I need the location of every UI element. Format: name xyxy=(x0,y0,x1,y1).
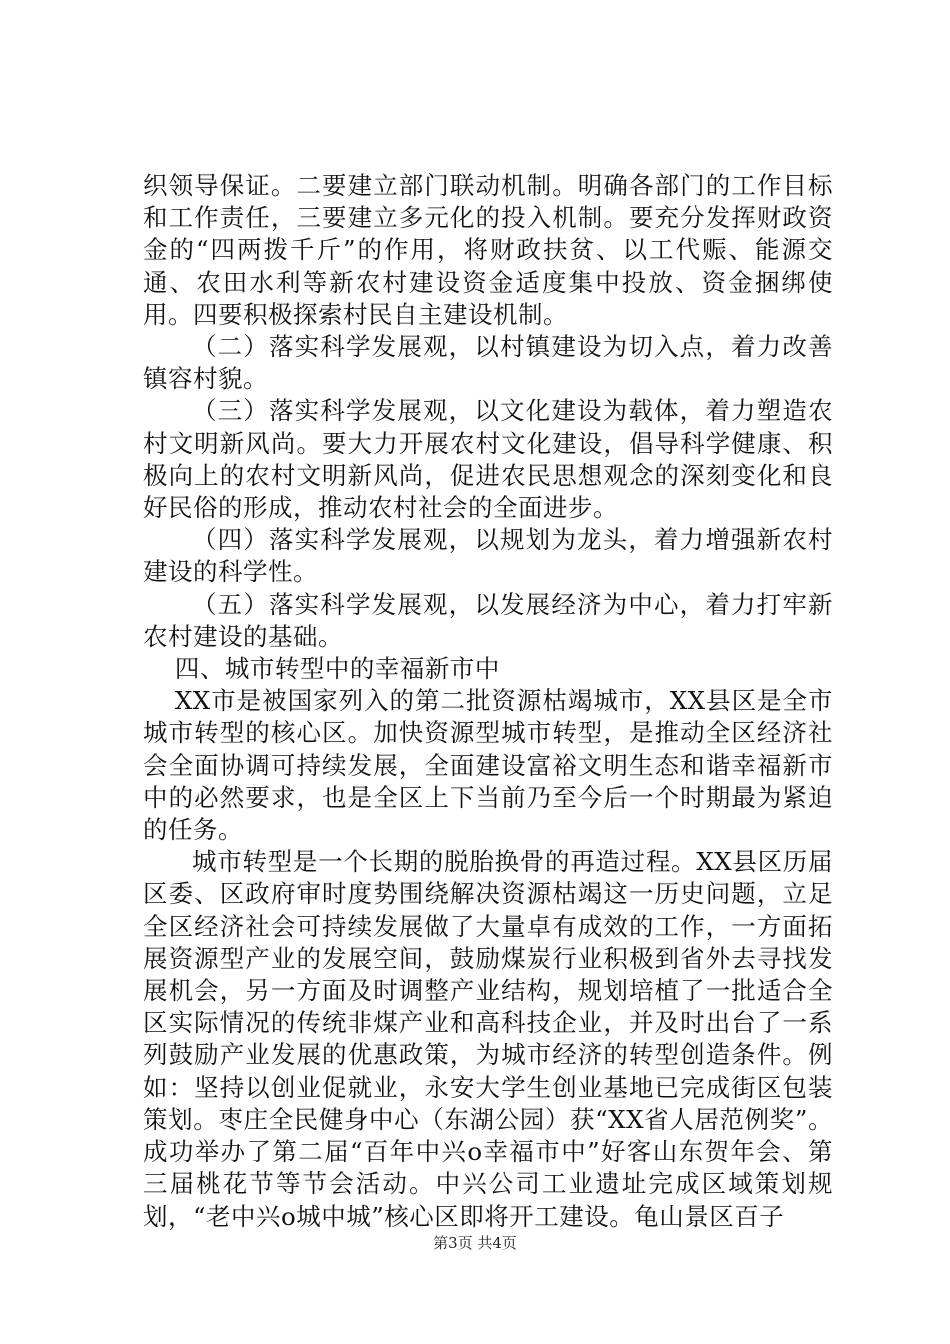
page-number-footer: 第3页 共4页 xyxy=(433,1234,517,1252)
paragraph-item-2: （二）落实科学发展观，以村镇建设为切入点，着力改善镇容村貌。 xyxy=(143,332,833,394)
document-body xyxy=(143,170,833,1233)
paragraph-item-5: （五）落实科学发展观，以发展经济为中心，着力打牢新农村建设的基础。 xyxy=(143,589,833,651)
paragraph-item-4: （四）落实科学发展观，以规划为龙头，着力增强新农村建设的科学性。 xyxy=(143,525,833,587)
paragraph-city-intro: XX市是被国家列入的第二批资源枯竭城市，XX县区是全市城市转型的核心区。加快资源型城市转型，是推动全区经济社会全面协调可持续发展，全面建设富裕文明生态和谐幸福新市中的必然要求，也是全区上下当前乃至今后一个时期最为紧迫的任务。 xyxy=(143,686,833,845)
section-heading: 四、城市转型中的幸福新市中 xyxy=(174,654,500,684)
paragraph-city-transformation: 城市转型是一个长期的脱胎换骨的再造过程。XX县区历届区委、区政府审时度势围绕解决资源枯竭这一历史问题，立足全区经济社会可持续发展做了大量卓有成效的工作，一方面拓展资源型产业的发展空间，鼓励煤炭行业积极到省外去寻找发展机会，另一方面及时调整产业结构，规划培植了一批适合全区实际情况的传统非煤产业和高科技企业，并及时出台了一系列鼓励产业发展的优惠政策，为城市经济的转型创造条件。例如：坚持以创业促就业，永安大学生创业基地已完成街区包装策划。枣庄全民健身中心（东湖公园）获“XX省人居范例奖”。成功举办了第二届“百年中兴o幸福市中”好客山东贺年会、第三届桃花节等节会活动。中兴公司工业遗址完成区域策划规划，“老中兴o城中城”核心区即将开工建设。龟山景区百子 xyxy=(143,847,833,1231)
paragraph-item-3: （三）落实科学发展观，以文化建设为载体，着力塑造农村文明新风尚。要大力开展农村文化建设，倡导科学健康、积极向上的农村文明新风尚，促进农民思想观念的深刻变化和良好民俗的形成，推动农村社会的全面进步。 xyxy=(143,396,833,523)
paragraph-continuation: 织领导保证。二要建立部门联动机制。明确各部门的工作目标和工作责任，三要建立多元化的投入机制。要充分发挥财政资金的“四两拨千斤”的作用，将财政扶贫、以工代赈、能源交通、农田水利等新农村建设资金适度集中投放、资金捆绑使用。四要积极探索村民自主建设机制。 xyxy=(143,171,833,329)
